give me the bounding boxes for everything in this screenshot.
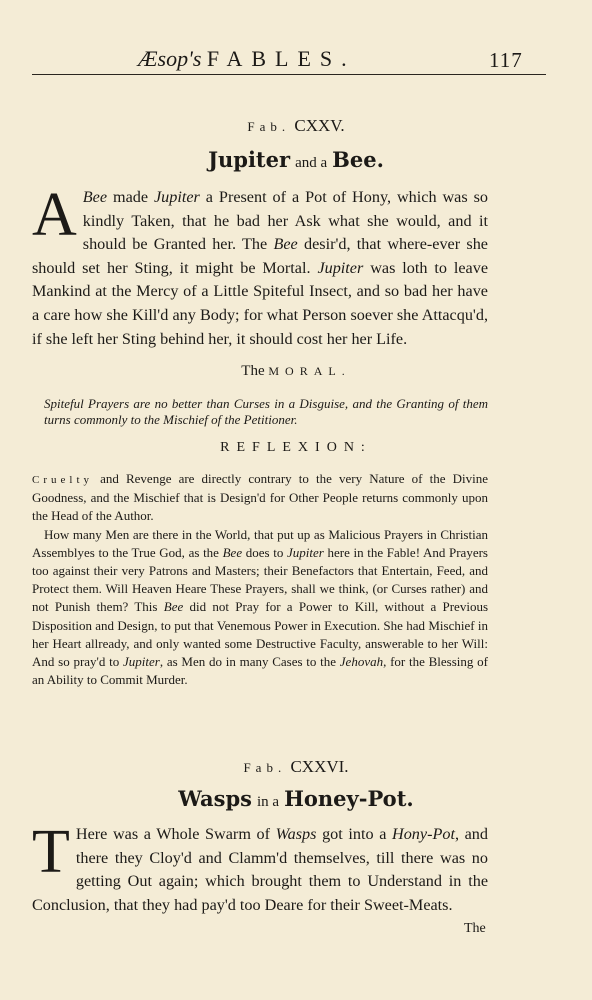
fable-body (32, 181, 488, 351)
reflexion-body (32, 470, 488, 689)
fable-title-and: in a (256, 794, 280, 810)
reflexion-para1-text: and Revenge are directly contrary to the very Nature of the Divine Goodness, and the Mischief that is Design'd for Other People returns commonly upon the Head of the Author. (32, 471, 488, 524)
drop-capital: A (32, 181, 77, 249)
fable-title-part2: Honey-Pot. (284, 786, 414, 811)
fable-title (0, 147, 592, 173)
drop-capital: T (32, 818, 70, 886)
fable-title-and: and a (295, 155, 328, 171)
fable-title-part1: Jupiter (208, 147, 291, 172)
fable-label: Fab. (247, 119, 291, 134)
moral-label: MORAL. (268, 364, 351, 378)
fable-body (32, 818, 488, 917)
fable-number: CXXV. (294, 116, 345, 135)
header-rule (32, 74, 546, 75)
fable-label: Fab. (243, 760, 287, 775)
reflexion-paragraph (32, 470, 488, 526)
fable-number-heading (0, 757, 592, 777)
running-head (0, 46, 592, 76)
moral-label-prefix: The (241, 363, 265, 379)
fable-number: CXXVI. (290, 757, 349, 776)
fable-text: Bee made Jupiter a Present of a Pot of Hony, which was so kindly Taken, that he bad her Ask what she would, and it should be Granted her. The Bee desir'd, that where-ever she should set her Sting, it might be Mortal. Jupiter was loth to leave Mankind at the Mercy of a Little Spiteful Insect, and so bad her have a care how she Kill'd any Body; for what Person soever she Attacqu'd, if she left her Sting behind her, it should cost her her Life. (32, 188, 488, 348)
reflexion-heading: REFLEXION: (220, 440, 372, 455)
fable-number-heading (0, 116, 592, 136)
running-head-italic: Æsop's (138, 46, 202, 71)
reflexion-lead-word: Cruelty (32, 474, 93, 486)
catchword: The (464, 921, 486, 936)
fable-title (0, 786, 592, 812)
moral-heading (0, 363, 592, 380)
moral-text: Spiteful Prayers are no better than Curses in a Disguise, and the Granting of them turns commonly to the Mischief of the Petitioner. (44, 396, 488, 427)
fable-title-part1: Wasps (178, 786, 252, 811)
reflexion-paragraph: How many Men are there in the World, that put up as Malicious Prayers in Christian Assemblyes to the True God, as the Bee does to Jupiter here in the Fable! And Prayers too against their very Patrons and Masters; their Benefactors that Entertain, Feed, and Protect them. Will Heaven Heare These Prayers, shall we think, (or Curses rather) and not Punish them? This Bee did not Pray for a Power to Kill, without a Previous Disposition and Design, to put that Venemous Power in Execution. She had Mischief in her Heart allready, and only wanted some Destructive Faculty, answerable to her Will: And so pray'd to Jupiter, as Men do in many Cases to the Jehovah, for the Blessing of an Ability to Commit Murder. (32, 526, 489, 688)
running-head-title (138, 46, 356, 72)
page-number: 117 (489, 48, 523, 72)
fable-text: Here was a Whole Swarm of Wasps got into a Hony-Pot, and there they Cloy'd and Clamm'd themselves, till there was no getting Out again; which brought them to Understand in the Conclusion, that they had pay'd too Deare for their Sweet-Meats. (32, 825, 488, 914)
running-head-caps: FABLES. (206, 46, 356, 71)
fable-title-part2: Bee. (332, 147, 384, 172)
